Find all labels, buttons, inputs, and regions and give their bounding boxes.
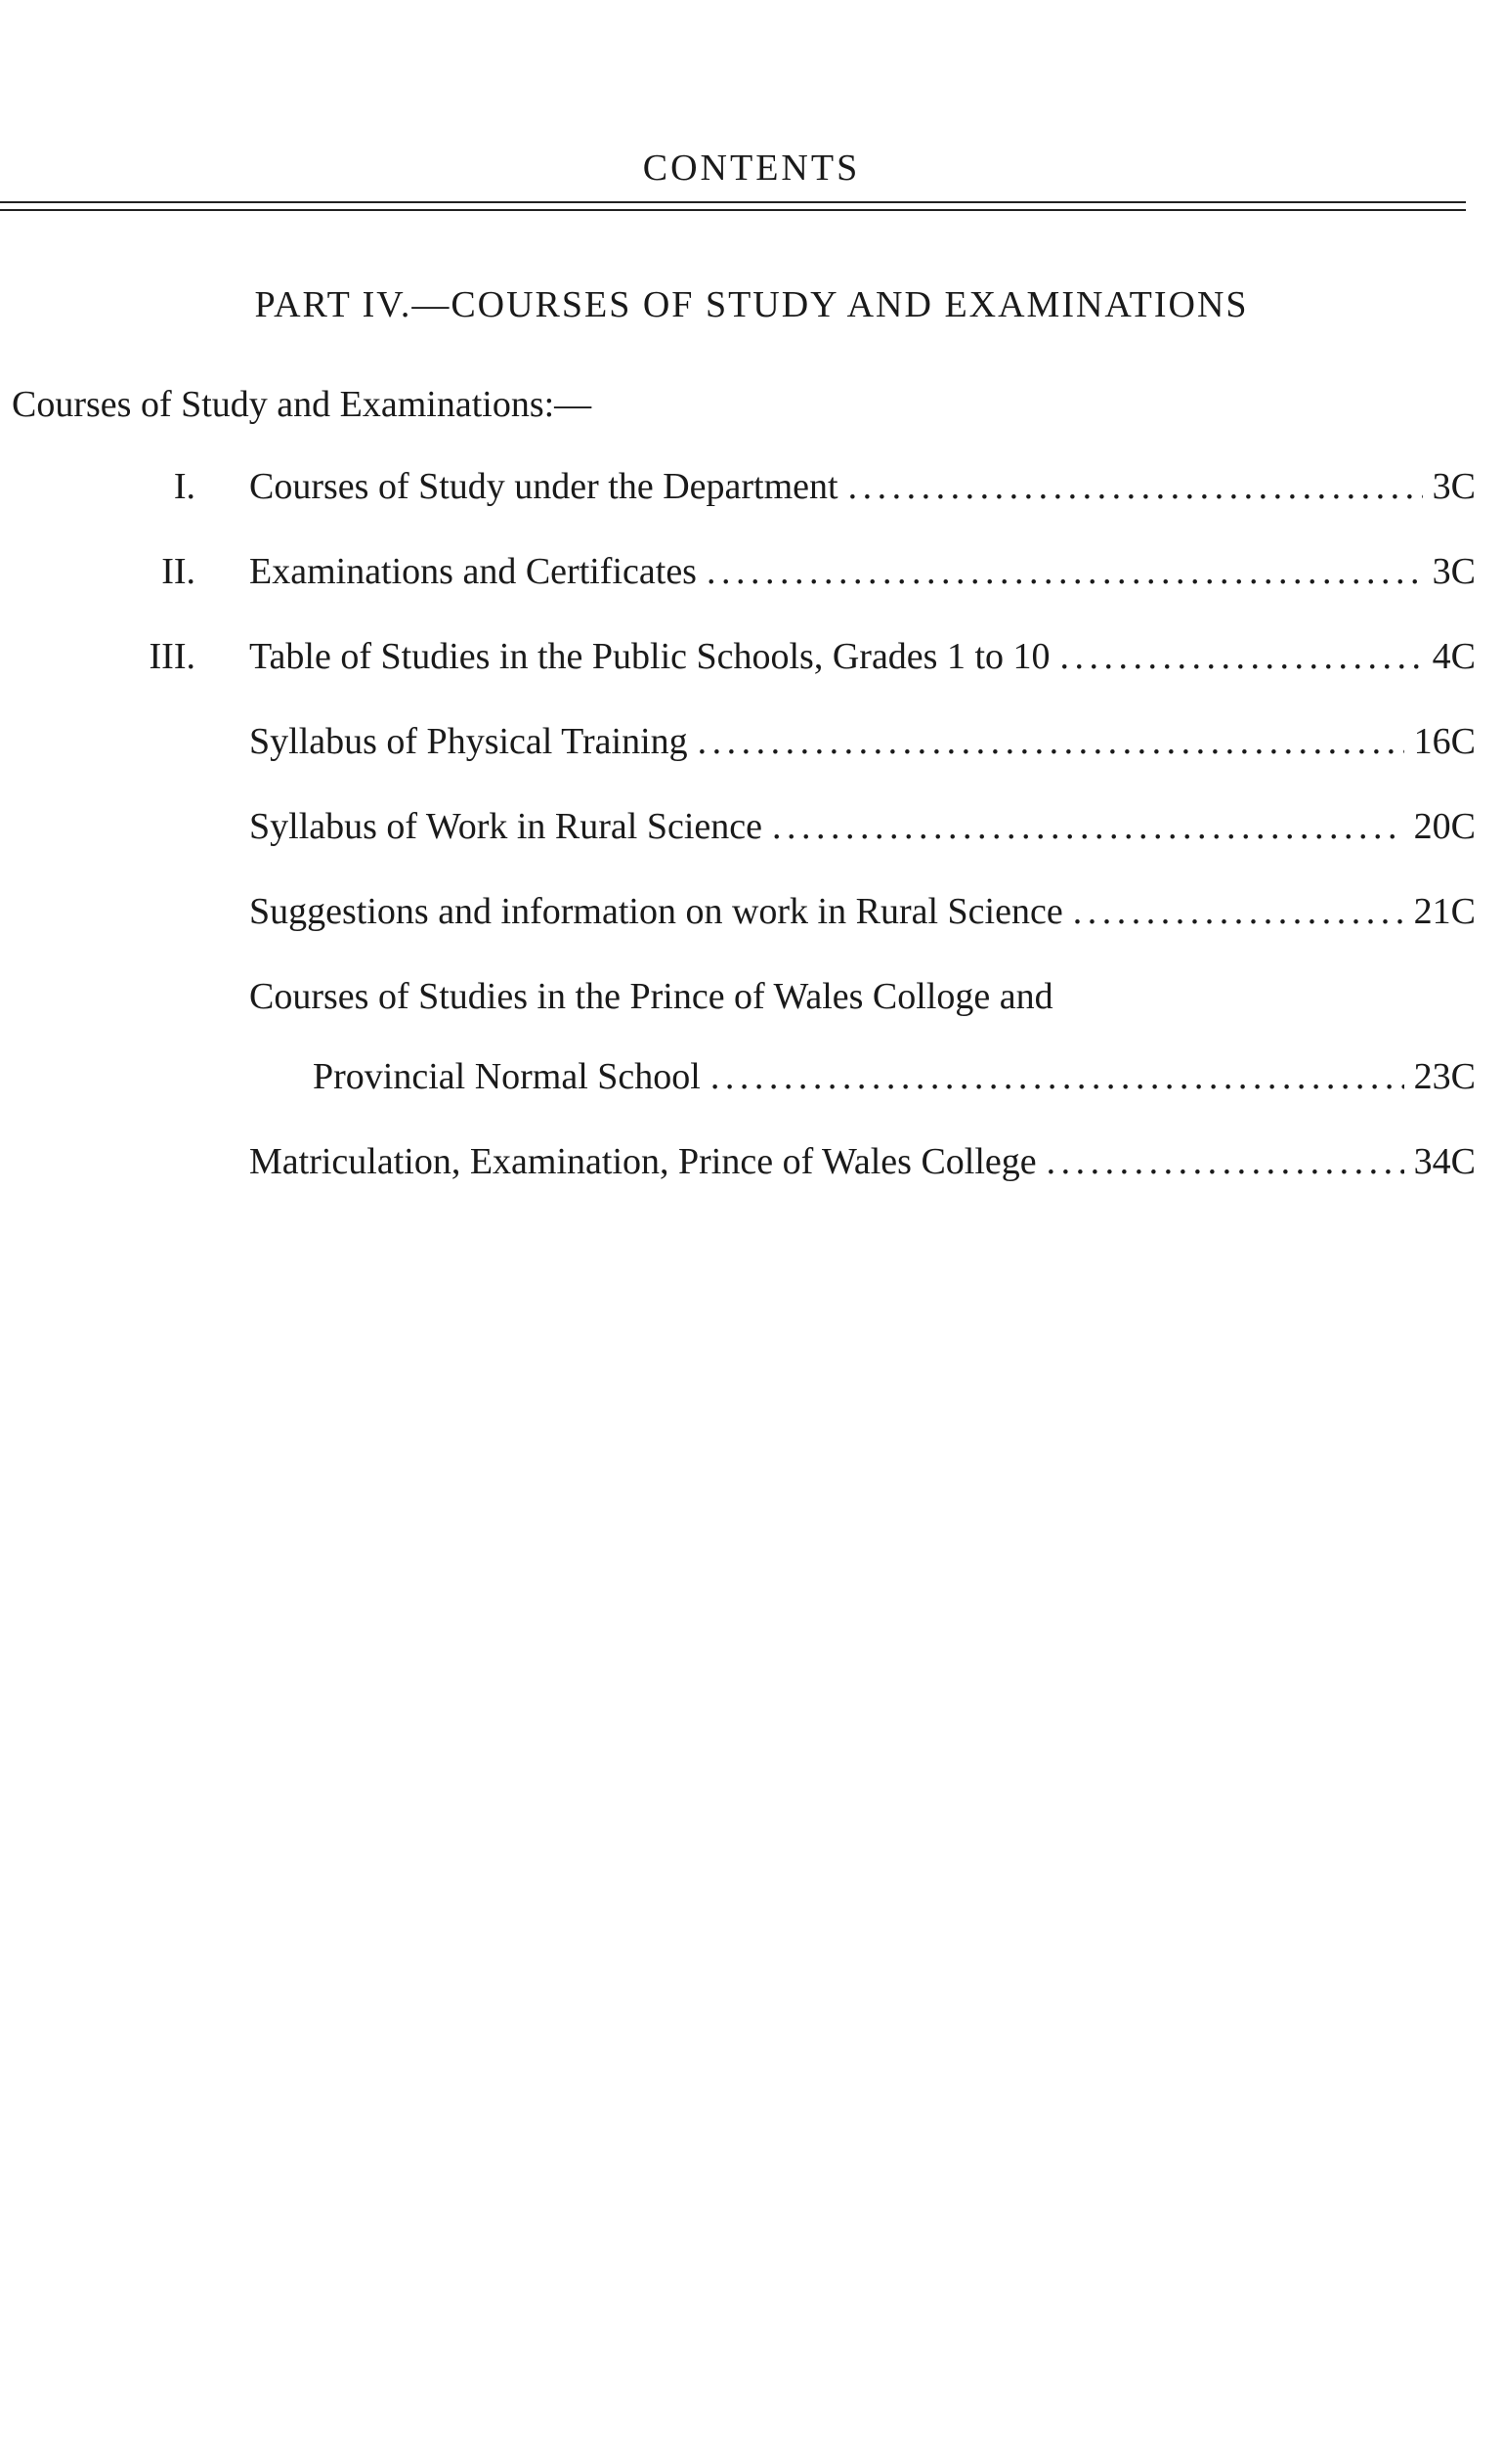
toc-entry-page: 23C (1413, 1056, 1476, 1097)
toc-entry-page: 16C (1413, 721, 1476, 762)
toc-entry-5 (0, 805, 1476, 854)
toc-dot-leader (1047, 1140, 1404, 1183)
toc-entry-2 (0, 550, 1476, 599)
toc-entry-4 (0, 720, 1476, 769)
title-rule-bottom (0, 209, 1466, 211)
toc-entry-line (249, 890, 1476, 933)
toc-dot-leader (848, 465, 1423, 508)
section-heading: Courses of Study and Examinations:— (12, 384, 592, 425)
toc-entry-line (313, 1055, 1476, 1098)
toc-entry-number: III. (149, 636, 195, 677)
toc-entry-page: 21C (1413, 891, 1476, 932)
toc-entry-line (249, 805, 1476, 848)
toc-entry-title: Courses of Study under the Department (249, 466, 838, 507)
toc-dot-leader (772, 805, 1404, 848)
toc-entry-line (249, 465, 1476, 508)
toc-entry-page: 20C (1413, 806, 1476, 847)
toc-entry-title: Syllabus of Physical Training (249, 721, 688, 762)
toc-entry-title: Suggestions and information on work in Rural Science (249, 891, 1063, 932)
toc-entry-title: Syllabus of Work in Rural Science (249, 806, 762, 847)
toc-entry-line (249, 975, 1476, 1018)
page-title: CONTENTS (642, 148, 861, 189)
toc-dot-leader (1073, 890, 1404, 933)
toc-entry-number: II. (161, 551, 195, 592)
toc-entry-title: Examinations and Certificates (249, 551, 697, 592)
toc-entry-line (249, 1140, 1476, 1183)
toc-entry-7-continued (0, 1055, 1476, 1104)
toc-entry-page: 3C (1432, 551, 1476, 592)
toc-dot-leader (710, 1055, 1404, 1098)
toc-entry-title: Provincial Normal School (313, 1056, 701, 1097)
toc-entry-page: 4C (1432, 636, 1476, 677)
toc-entry-line (249, 550, 1476, 593)
toc-entry-line (249, 720, 1476, 763)
toc-entry-6 (0, 890, 1476, 939)
toc-entry-title: Table of Studies in the Public Schools, Grades 1 to 10 (249, 636, 1051, 677)
title-rule-top (0, 201, 1466, 203)
toc-entry-title: Courses of Studies in the Prince of Wales Colloge and (249, 976, 1053, 1017)
toc-entry-1 (0, 465, 1476, 514)
toc-entry-8 (0, 1140, 1476, 1189)
toc-dot-leader (707, 550, 1423, 593)
toc-entry-page: 3C (1432, 466, 1476, 507)
toc-entry-line (249, 635, 1476, 678)
toc-entry-title: Matriculation, Examination, Prince of Wales College (249, 1141, 1037, 1182)
toc-entry-3 (0, 635, 1476, 684)
toc-entry-number: I. (173, 466, 195, 507)
toc-dot-leader (698, 720, 1404, 763)
part-heading: PART IV.—COURSES OF STUDY AND EXAMINATIONS (254, 284, 1249, 325)
toc-dot-leader (1060, 635, 1423, 678)
toc-entry-page: 34C (1413, 1141, 1476, 1182)
toc-entry-7 (0, 975, 1476, 1024)
